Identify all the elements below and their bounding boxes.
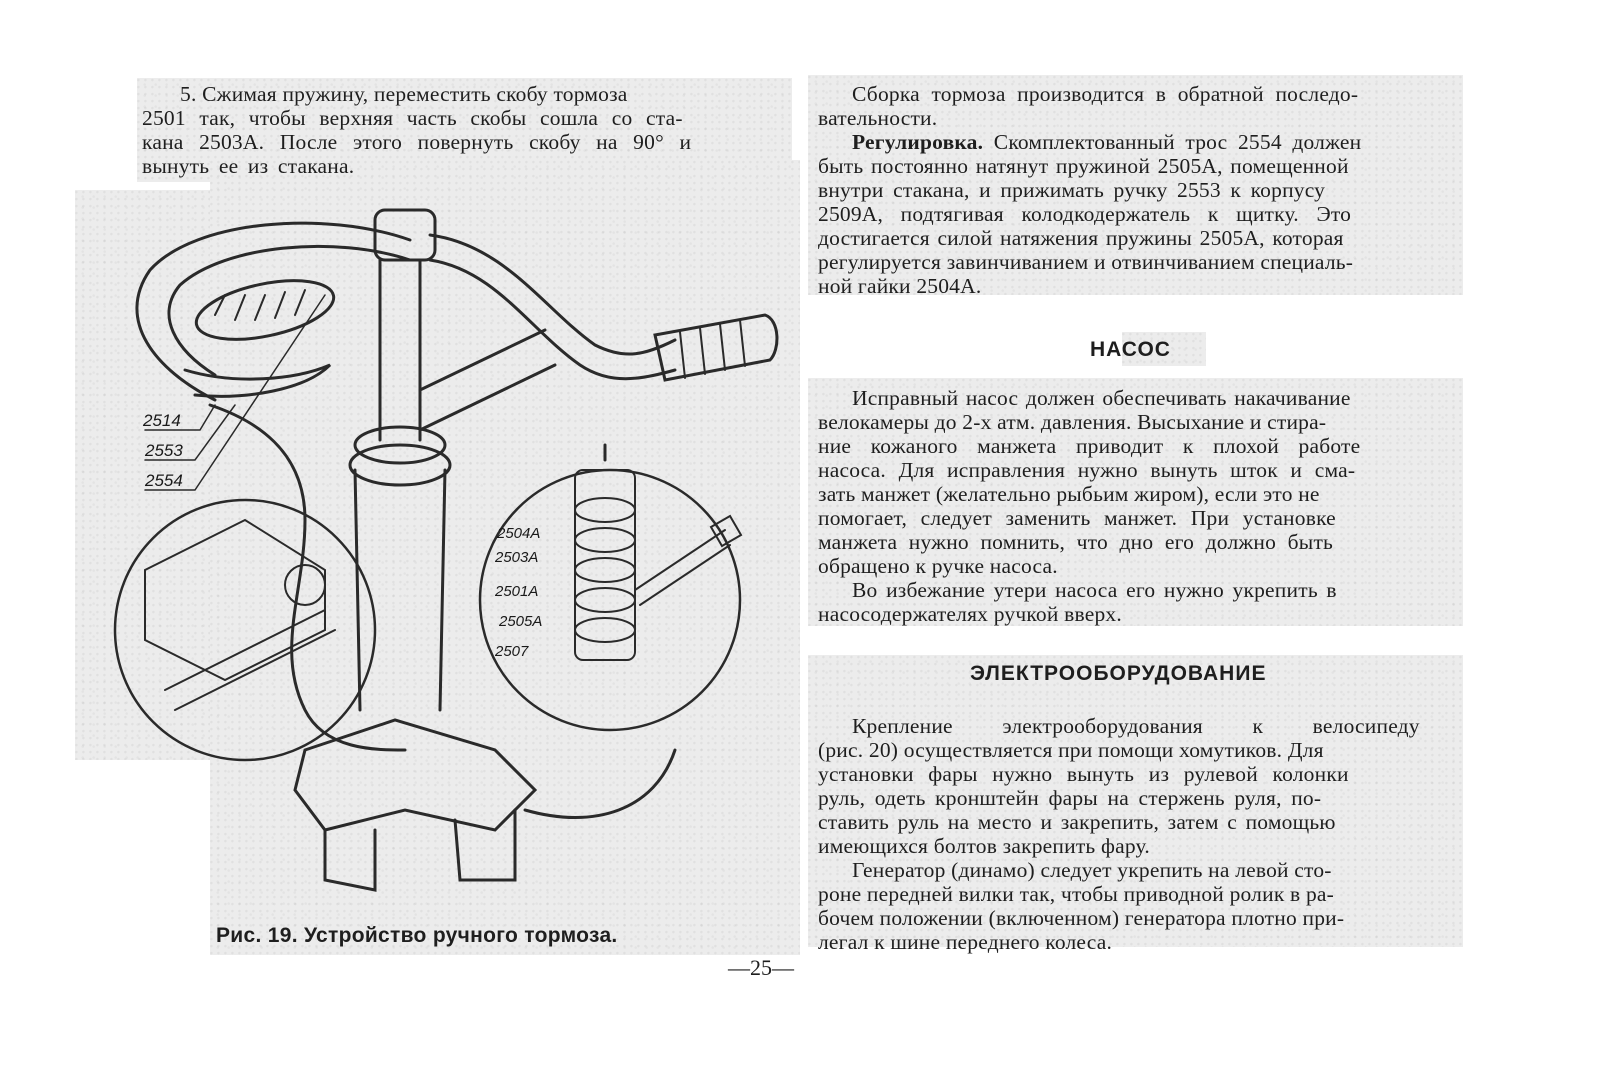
text-line-content: 5. Сжимая пружину, переместить скобу тормоза: [180, 82, 628, 106]
text-line: Во избежание утери насоса его нужно укрепить в: [852, 578, 1337, 602]
text-line: [148, 82, 778, 106]
part-label-2507: 2507: [495, 643, 529, 660]
text-line: Крепление электрооборудования к велосипеду: [852, 714, 1420, 738]
inset-right: [480, 470, 740, 730]
adjust-first-line: Скомплектованный трос 2554 должен: [993, 130, 1362, 154]
handlebar-right: [430, 235, 675, 354]
text-line: ставить руль на место и закрепить, затем с помощью: [818, 810, 1336, 834]
text-line: вательности.: [818, 106, 938, 130]
text-line: насосодержателях ручкой вверх.: [818, 602, 1122, 626]
text-line: 2509А, подтягивая колодкодержатель к щитку. Это: [818, 202, 1352, 226]
text-line: Сборка тормоза производится в обратной последо-: [852, 82, 1359, 106]
part-label-2505A: 2505А: [499, 613, 543, 630]
stem: [380, 260, 420, 440]
page-number: —25—: [728, 955, 794, 980]
brake-cable: [210, 405, 405, 750]
text-line: (рис. 20) осуществляется при помощи хомутиков. Для: [818, 738, 1324, 762]
text-line: манжета нужно помнить, что дно его должно быть: [818, 530, 1334, 554]
text-line: имеющихся болтов закрепить фару.: [818, 834, 1150, 858]
adjust-lead: Регулировка.: [852, 130, 984, 154]
text-line: велокамеры до 2-х атм. давления. Высыхание и стира-: [818, 410, 1327, 434]
text-line: внутри стакана, и прижимать ручку 2553 к корпусу: [818, 178, 1326, 202]
part-label-2514: 2514: [143, 411, 181, 430]
text-line: легал к шине переднего колеса.: [818, 930, 1113, 954]
text-line: роне передней вилки так, чтобы приводной ролик в ра-: [818, 882, 1335, 906]
text-line: Исправный насос должен обеспечивать накачивание: [852, 386, 1351, 410]
text-line: Генератор (динамо) следует укрепить на левой сто-: [852, 858, 1332, 882]
part-label-2501A: 2501А: [495, 583, 539, 600]
text-line: [852, 130, 1361, 154]
text-line: достигается силой натяжения пружины 2505А, которая: [818, 226, 1344, 250]
text-line: бочем положении (включенном) генератора плотно при-: [818, 906, 1345, 930]
part-label-2503A: 2503А: [495, 549, 539, 566]
text-line: 2501 так, чтобы верхняя часть скобы сошла со ста-: [142, 106, 683, 130]
text-line: установки фары нужно вынуть из рулевой колонки: [818, 762, 1349, 786]
text-line: вынуть ее из стакана.: [142, 154, 355, 178]
text-line: ние кожаного манжета приводит к плохой работе: [818, 434, 1361, 458]
part-label-2504A: 2504А: [497, 525, 541, 542]
hand-brake-figure: [75, 190, 795, 910]
text-line: быть постоянно натянут пружиной 2505А, помещенной: [818, 154, 1349, 178]
pump-heading: НАСОС: [1090, 338, 1171, 361]
text-line: кана 2503А. После этого повернуть скобу на 90° и: [142, 130, 692, 154]
electrical-heading: ЭЛЕКТРООБОРУДОВАНИЕ: [970, 662, 1267, 685]
part-label-2554: 2554: [145, 471, 183, 490]
grip-left: [191, 270, 339, 350]
text-line: ной гайки 2504А.: [818, 274, 982, 298]
text-line: регулируется завинчиванием и отвинчиванием специаль-: [818, 250, 1354, 274]
text-line: насоса. Для исправления нужно вынуть шток и сма-: [818, 458, 1356, 482]
figure-caption: Рис. 19. Устройство ручного тормоза.: [216, 924, 618, 947]
text-line: зать манжет (желательно рыбьим жиром), если это не: [818, 482, 1320, 506]
part-label-2553: 2553: [145, 441, 183, 460]
text-line: руль, одеть кронштейн фары на стержень руля, по-: [818, 786, 1322, 810]
text-line: обращено к ручке насоса.: [818, 554, 1058, 578]
text-line: помогает, следует заменить манжет. При установке: [818, 506, 1336, 530]
